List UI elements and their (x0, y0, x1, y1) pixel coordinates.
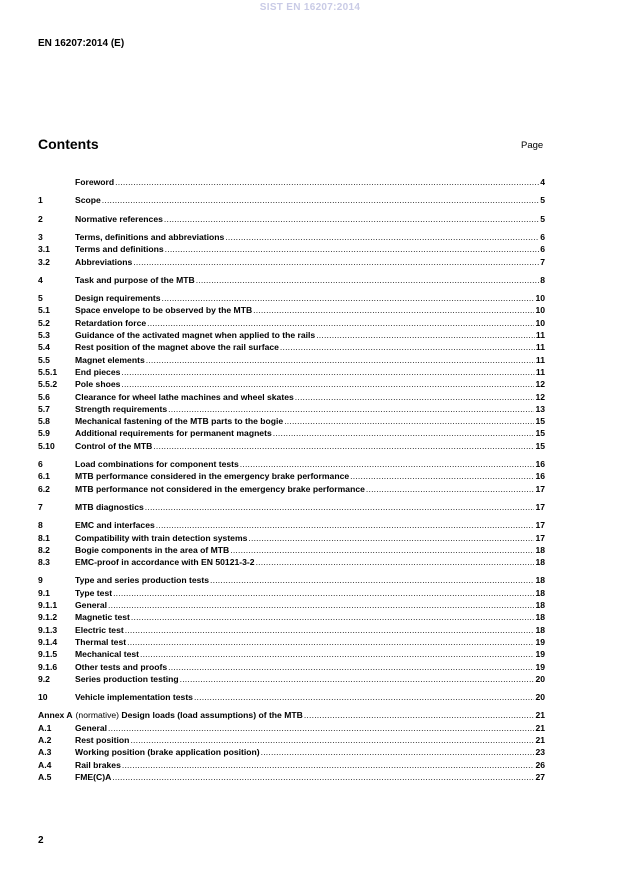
toc-entry-number: 5.2 (38, 317, 50, 328)
toc-entry-number: 9.1.2 (38, 612, 58, 623)
dot-leader (146, 354, 535, 366)
dot-leader (113, 587, 534, 599)
toc-entry-title (76, 709, 303, 721)
toc-entry-page: 12 (535, 379, 545, 390)
dot-leader (161, 292, 534, 304)
toc-entry-title: Type test (75, 587, 113, 598)
dot-leader (210, 574, 534, 586)
toc-entry-page: 11 (535, 366, 545, 377)
toc-entry-number: 5.4 (38, 342, 50, 353)
toc-entry[interactable] (38, 624, 545, 636)
toc-entry-title: Design requirements (75, 293, 161, 304)
dot-leader (121, 378, 534, 390)
toc-entry-number: 1 (38, 195, 43, 206)
toc-entry-page: 16 (535, 459, 545, 469)
toc-entry-title: Electric test (75, 624, 124, 635)
dot-leader (196, 274, 540, 286)
toc-entry-number: 9.2 (38, 673, 50, 684)
dot-leader (253, 304, 534, 316)
toc-entry[interactable] (38, 415, 545, 427)
toc-entry[interactable] (38, 194, 545, 206)
dot-leader (284, 415, 534, 427)
toc-entry-page: 17 (535, 483, 545, 494)
toc-entry[interactable] (38, 759, 545, 771)
toc-entry[interactable] (38, 691, 545, 703)
toc-entry-number: 5 (38, 293, 43, 304)
toc-entry-number: Annex A (38, 710, 73, 721)
toc-entry[interactable] (38, 274, 545, 286)
toc-entry-page: 8 (540, 274, 545, 285)
toc-entry-number: 6.1 (38, 471, 50, 482)
document-id: EN 16207:2014 (E) (38, 38, 125, 49)
dot-leader (180, 673, 535, 685)
toc-entry-title: Rail brakes (75, 759, 121, 770)
toc-entry-number: 9.1.3 (38, 624, 58, 635)
toc-entry-page: 12 (535, 391, 545, 402)
toc-entry-title: Scope (75, 195, 101, 206)
dot-leader (156, 519, 535, 531)
toc-entry-title: Magnet elements (75, 354, 145, 365)
toc-entry-title: Clearance for wheel lathe machines and wheel skates (75, 391, 294, 402)
toc-entry-page: 19 (535, 636, 545, 647)
dot-leader (168, 403, 534, 415)
toc-entry-page: 17 (535, 532, 545, 543)
dot-leader (295, 391, 535, 403)
toc-entry-number: 5.5 (38, 354, 50, 365)
toc-entry-page: 20 (535, 692, 545, 703)
dot-leader (261, 746, 535, 758)
toc-entry[interactable] (38, 599, 545, 611)
toc-entry[interactable] (38, 391, 545, 403)
dot-leader (316, 329, 535, 341)
dot-leader (153, 440, 534, 452)
toc-entry-number: 5.1 (38, 305, 50, 316)
toc-entry-title: Bogie components in the area of MTB (75, 544, 230, 555)
toc-entry-page: 21 (535, 735, 545, 745)
toc-entry[interactable] (38, 673, 545, 685)
toc-entry[interactable] (38, 354, 545, 366)
dot-leader (230, 544, 534, 556)
toc-entry[interactable] (38, 611, 545, 623)
toc-entry[interactable] (38, 483, 545, 495)
toc-entry-page: 19 (535, 649, 545, 660)
toc-entry[interactable] (38, 587, 545, 599)
toc-entry-number: 9.1.1 (38, 600, 58, 610)
dot-leader (125, 624, 535, 636)
toc-entry[interactable] (38, 734, 545, 746)
toc-entry-number: 6 (38, 459, 43, 469)
toc-entry-page: 10 (535, 293, 545, 304)
dot-leader (165, 243, 540, 255)
toc-entry-title: End pieces (75, 366, 121, 377)
toc-entry-number: 8 (38, 520, 43, 531)
dot-leader (108, 722, 534, 734)
toc-entry-page: 18 (535, 624, 545, 635)
toc-entry-page: 27 (535, 771, 545, 782)
toc-entry-title: Compatibility with train detection systems (75, 532, 248, 543)
toc-entry-number: 9.1.5 (38, 649, 58, 660)
toc-entry[interactable] (38, 213, 545, 225)
toc-entry-title: Rest position (75, 735, 130, 745)
dot-leader (280, 341, 535, 353)
toc-entry-number: A.4 (38, 759, 52, 770)
toc-entry-page: 6 (540, 244, 545, 255)
toc-entry-page: 11 (535, 342, 545, 353)
toc-entry-number: 5.3 (38, 330, 50, 340)
toc-entry-title: Series production testing (75, 673, 179, 684)
toc-entry-page: 20 (535, 673, 545, 684)
toc-entry[interactable] (38, 403, 545, 415)
toc-entry-number: 2 (38, 213, 43, 224)
toc-entry-page: 21 (535, 722, 545, 733)
dot-leader (164, 213, 539, 225)
toc-entry-number: 5.8 (38, 416, 50, 427)
toc-entry[interactable] (38, 636, 545, 648)
toc-entry[interactable] (38, 722, 545, 734)
toc-entry-page: 18 (535, 587, 545, 598)
dot-leader (225, 231, 539, 243)
toc-entry-number: A.5 (38, 771, 52, 782)
toc-entry-title: Rest position of the magnet above the rail surface (75, 342, 279, 353)
toc-entry-number: 3 (38, 231, 43, 242)
toc-entry-number: 9.1.6 (38, 661, 58, 672)
toc-entry-number: A.3 (38, 747, 52, 758)
toc-entry-title: Type and series production tests (75, 575, 210, 586)
dot-leader (194, 691, 534, 703)
toc-entry-number: 10 (38, 692, 48, 703)
toc-entry-number: 5.7 (38, 403, 50, 414)
toc-entry[interactable] (38, 648, 545, 660)
toc-entry-number: 3.2 (38, 256, 50, 267)
toc-entry[interactable] (38, 304, 545, 316)
toc-entry-number: 5.10 (38, 440, 55, 451)
page-number: 2 (38, 835, 44, 846)
toc-entry[interactable] (38, 661, 545, 673)
toc-entry-title: Terms, definitions and abbreviations (75, 231, 225, 242)
toc-entry[interactable] (38, 501, 545, 513)
toc-entry-page: 18 (535, 544, 545, 555)
toc-entry-title: Foreword (75, 177, 115, 187)
toc-entry-page: 6 (540, 231, 545, 242)
toc-entry-number: 8.2 (38, 544, 50, 555)
toc-entry-title: Strength requirements (75, 403, 168, 414)
toc-entry-number: 5.5.1 (38, 366, 58, 377)
toc-entry-page: 18 (535, 557, 545, 568)
toc-entry-number: 3.1 (38, 244, 50, 255)
dot-leader (108, 599, 534, 611)
dot-leader (121, 366, 535, 378)
toc-entry-title: MTB performance considered in the emergency brake performance (75, 471, 350, 482)
toc-entry-page: 5 (540, 213, 545, 224)
toc-entry-number: A.2 (38, 735, 52, 745)
toc-entry-title: Additional requirements for permanent magnets (75, 428, 272, 439)
toc-entry-title: Mechanical test (75, 649, 139, 660)
toc-entry-number: 5.9 (38, 428, 50, 439)
toc-entry-number: 8.3 (38, 557, 50, 568)
toc-entry-title: Thermal test (75, 636, 127, 647)
toc-entry-page: 10 (535, 317, 545, 328)
toc-entry[interactable] (38, 519, 545, 531)
toc-entry-title: Other tests and proofs (75, 661, 168, 672)
toc-entry-number: 9.1.4 (38, 636, 58, 647)
dot-leader (304, 709, 535, 721)
toc-entry[interactable] (38, 366, 545, 378)
toc-entry[interactable] (38, 556, 545, 568)
toc-entry-number: 6.2 (38, 483, 50, 494)
toc-entry-number: 5.5.2 (38, 379, 58, 390)
toc-entry-title: Working position (brake application position) (75, 747, 260, 758)
toc-entry-number: 8.1 (38, 532, 50, 543)
toc-entry-number: A.1 (38, 722, 52, 733)
toc-entry-page: 15 (535, 416, 545, 427)
dot-leader (366, 483, 535, 495)
dot-leader (147, 317, 534, 329)
toc-entry-page: 11 (535, 330, 545, 340)
annex-title: Design loads (load assumptions) of the MTB (119, 710, 303, 721)
dot-leader (145, 501, 535, 513)
contents-title: Contents (38, 136, 99, 152)
toc-entry[interactable] (38, 574, 545, 586)
toc-entry[interactable] (38, 176, 545, 188)
toc-entry-page: 11 (535, 354, 545, 365)
toc-entry[interactable] (38, 544, 545, 556)
dot-leader (102, 194, 539, 206)
dot-leader (133, 256, 539, 268)
toc-entry-title: Terms and definitions (75, 244, 164, 255)
toc-entry[interactable] (38, 341, 545, 353)
toc-entry-number: 4 (38, 274, 43, 285)
toc-entry[interactable] (38, 709, 545, 721)
toc-entry-number: 5.6 (38, 391, 50, 402)
page-column-label: Page (521, 140, 544, 151)
dot-leader (112, 771, 534, 783)
toc-entry[interactable] (38, 440, 545, 452)
dot-leader (168, 661, 534, 673)
toc-entry-title: Normative references (75, 213, 163, 224)
toc-entry-title: EMC-proof in accordance with EN 50121-3-2 (75, 557, 255, 568)
toc-entry-title: Guidance of the activated magnet when applied to the rails (75, 330, 316, 340)
dot-leader (130, 734, 534, 746)
toc-entry[interactable] (38, 378, 545, 390)
toc-entry-title: Pole shoes (75, 379, 121, 390)
toc-entry-page: 26 (535, 759, 545, 770)
toc-entry-page: 17 (535, 501, 545, 512)
toc-entry[interactable] (38, 532, 545, 544)
toc-entry[interactable] (38, 231, 545, 243)
toc-entry-title: Load combinations for component tests (75, 459, 239, 469)
toc-entry-page: 21 (535, 710, 545, 721)
toc-entry-page: 4 (540, 177, 545, 187)
watermark: SIST EN 16207:2014 (259, 2, 361, 13)
toc-entry-page: 7 (540, 256, 545, 267)
toc-entry-page: 15 (535, 428, 545, 439)
toc-entry-page: 18 (535, 575, 545, 586)
toc-entry-title: Mechanical fastening of the MTB parts to the bogie (75, 416, 284, 427)
toc-entry-title: General (75, 600, 108, 610)
toc-entry-page: 10 (535, 305, 545, 316)
toc-entry-page: 5 (540, 195, 545, 206)
toc-entry-number: 9.1 (38, 587, 50, 598)
toc-entry-title: Retardation force (75, 317, 147, 328)
dot-leader (131, 611, 535, 623)
toc-entry[interactable] (38, 292, 545, 304)
toc-entry-title: Control of the MTB (75, 440, 153, 451)
toc-entry-title: General (75, 722, 108, 733)
toc-entry[interactable] (38, 329, 545, 341)
dot-leader (273, 427, 535, 439)
toc-entry[interactable] (38, 256, 545, 268)
dot-leader (256, 556, 535, 568)
toc-entry-title: EMC and interfaces (75, 520, 155, 531)
dot-leader (350, 470, 534, 482)
dot-leader (248, 532, 534, 544)
dot-leader (140, 648, 534, 660)
dot-leader (240, 458, 535, 470)
toc-entry-number: 9 (38, 575, 43, 586)
toc-entry[interactable] (38, 458, 545, 470)
toc-entry[interactable] (38, 243, 545, 255)
toc-entry-page: 16 (535, 471, 545, 482)
toc-entry[interactable] (38, 771, 545, 783)
annex-type-label: (normative) (75, 710, 120, 721)
toc-entry-title: Vehicle implementation tests (75, 692, 193, 703)
toc-entry-number: 7 (38, 501, 43, 512)
toc-entry-title: Space envelope to be observed by the MTB (75, 305, 253, 316)
toc-entry-title: Magnetic test (75, 612, 130, 623)
toc-entry[interactable] (38, 427, 545, 439)
dot-leader (115, 176, 539, 188)
toc-entry-page: 17 (535, 520, 545, 531)
toc-entry-title: MTB diagnostics (75, 501, 144, 512)
toc-entry-title: FME(C)A (75, 771, 112, 782)
toc-entry-page: 19 (535, 661, 545, 672)
toc-entry-page: 13 (535, 403, 545, 414)
toc-entry-title: Task and purpose of the MTB (75, 274, 195, 285)
toc-entry-page: 23 (535, 747, 545, 758)
toc-entry[interactable] (38, 317, 545, 329)
dot-leader (127, 636, 534, 648)
toc-entry[interactable] (38, 746, 545, 758)
dot-leader (122, 759, 535, 771)
toc-entry-page: 18 (535, 600, 545, 610)
toc-entry-title: MTB performance not considered in the emergency brake performance (75, 483, 365, 494)
toc-entry-title: Abbreviations (75, 256, 133, 267)
toc-entry[interactable] (38, 470, 545, 482)
toc-entry-page: 18 (535, 612, 545, 623)
toc-entry-page: 15 (535, 440, 545, 451)
